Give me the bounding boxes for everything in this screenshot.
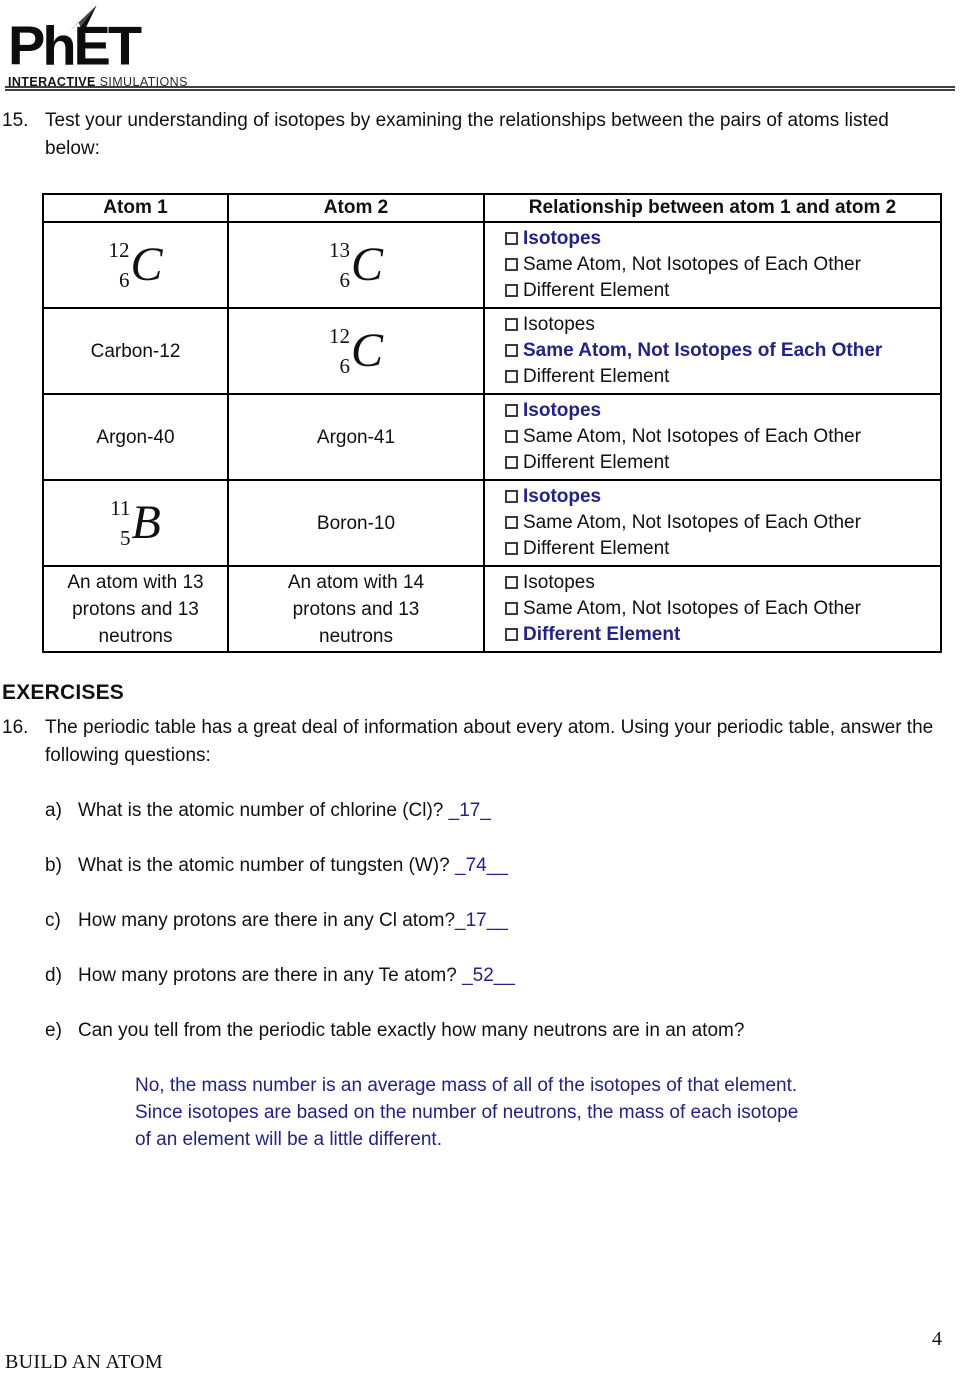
- note-line: of an element will be a little different.: [135, 1129, 442, 1150]
- element-symbol: C: [130, 238, 163, 292]
- checkbox-icon[interactable]: [505, 542, 518, 555]
- item-answer: _17__: [455, 910, 508, 931]
- question-15-text: Test your understanding of isotopes by examining the relationships between the pairs of atoms listed below:: [45, 110, 889, 159]
- atom2-cell: [228, 394, 484, 480]
- nuclide-notation: [328, 323, 383, 378]
- mass-number: 13: [328, 237, 350, 262]
- header-relationship: Relationship between atom 1 and atom 2: [484, 194, 941, 222]
- isotope-table: [42, 193, 942, 653]
- relationship-cell: [484, 566, 941, 652]
- item-letter: b): [45, 855, 62, 876]
- option-different-element[interactable]: Different Element: [505, 536, 936, 562]
- atom-label: An atom with 13 protons and 13 neutrons: [67, 571, 204, 647]
- mass-number: 12: [328, 323, 350, 348]
- option-isotopes[interactable]: Isotopes: [505, 570, 936, 596]
- nuclide-notation: [110, 495, 161, 550]
- option-isotopes[interactable]: Isotopes: [505, 226, 936, 252]
- nuclide-notation: [108, 237, 163, 292]
- exercise-item-a: [45, 797, 960, 825]
- exercises-heading: EXERCISES: [2, 681, 125, 704]
- table-row: [43, 480, 941, 566]
- item-question: What is the atomic number of tungsten (W)? _74__: [78, 855, 508, 876]
- checkbox-icon[interactable]: [505, 232, 518, 245]
- atom1-cell: [43, 480, 228, 566]
- atom-label: Argon-41: [316, 426, 396, 448]
- atomic-number: 6: [118, 267, 130, 292]
- option-different-element[interactable]: Different Element: [505, 622, 936, 648]
- question-16-number: 16.: [2, 717, 29, 738]
- relationship-cell: [484, 480, 941, 566]
- checkbox-icon[interactable]: [505, 258, 518, 271]
- option-isotopes[interactable]: Isotopes: [505, 398, 936, 424]
- question-16: [2, 714, 960, 770]
- item-answer: _17_: [448, 800, 491, 821]
- answer-note: [135, 1072, 960, 1153]
- item-answer: _74__: [455, 855, 508, 876]
- item-letter: d): [45, 965, 62, 986]
- checkbox-icon[interactable]: [505, 344, 518, 357]
- phet-brand-text: PhET: [8, 14, 140, 77]
- option-same-atom[interactable]: Same Atom, Not Isotopes of Each Other: [505, 510, 936, 536]
- checkbox-icon[interactable]: [505, 628, 518, 641]
- checkbox-icon[interactable]: [505, 602, 518, 615]
- table-row: [43, 222, 941, 308]
- table-row: [43, 394, 941, 480]
- question-15-number: 15.: [2, 110, 29, 131]
- tagline-interactive: INTERACTIVE: [8, 75, 96, 89]
- atomic-number: 6: [339, 353, 350, 378]
- header-atom1: Atom 1: [43, 194, 228, 222]
- relationship-cell: [484, 394, 941, 480]
- option-same-atom[interactable]: Same Atom, Not Isotopes of Each Other: [505, 596, 936, 622]
- atomic-number: 5: [119, 525, 131, 550]
- atom-label: Argon-40: [96, 426, 175, 448]
- relationship-cell: [484, 308, 941, 394]
- note-line: Since isotopes are based on the number of neutrons, the mass of each isotope: [135, 1102, 799, 1123]
- item-letter: c): [45, 910, 61, 931]
- header-atom2: Atom 2: [228, 194, 484, 222]
- atom1-cell: [43, 394, 228, 480]
- table-header-row: [43, 194, 941, 222]
- exercise-item-b: [45, 852, 960, 880]
- item-letter: e): [45, 1020, 62, 1041]
- note-line: No, the mass number is an average mass of all of the isotopes of that element.: [135, 1075, 798, 1096]
- exercise-item-c: [45, 907, 960, 935]
- option-same-atom[interactable]: Same Atom, Not Isotopes of Each Other: [505, 424, 936, 450]
- atom2-cell: [228, 566, 484, 652]
- document-footer-title: BUILD AN ATOM: [5, 1351, 163, 1373]
- checkbox-icon[interactable]: [505, 404, 518, 417]
- atom-label: Boron-10: [316, 512, 396, 534]
- nuclide-notation: [328, 237, 383, 292]
- element-symbol: B: [131, 496, 161, 550]
- option-different-element[interactable]: Different Element: [505, 450, 936, 476]
- phet-logo: [8, 6, 208, 89]
- relationship-cell: [484, 222, 941, 308]
- item-question: Can you tell from the periodic table exactly how many neutrons are in an atom?: [78, 1020, 745, 1041]
- table-row: [43, 566, 941, 652]
- question-15: [2, 107, 960, 163]
- item-letter: a): [45, 800, 62, 821]
- mass-number: 12: [108, 237, 130, 262]
- element-symbol: C: [350, 238, 383, 292]
- atom-label: An atom with 14 protons and 13 neutrons: [287, 571, 425, 647]
- checkbox-icon[interactable]: [505, 516, 518, 529]
- checkbox-icon[interactable]: [505, 576, 518, 589]
- table-row: [43, 308, 941, 394]
- question-16-text: The periodic table has a great deal of information about every atom. Using your periodic table, answer the following questions:: [45, 717, 934, 766]
- checkbox-icon[interactable]: [505, 318, 518, 331]
- atom2-cell: [228, 308, 484, 394]
- checkbox-icon[interactable]: [505, 370, 518, 383]
- atom1-cell: [43, 308, 228, 394]
- option-isotopes[interactable]: Isotopes: [505, 312, 936, 338]
- mass-number: 11: [110, 495, 131, 520]
- atom1-cell: [43, 222, 228, 308]
- option-same-atom[interactable]: Same Atom, Not Isotopes of Each Other: [505, 338, 936, 364]
- item-question: How many protons are there in any Te atom? _52__: [78, 965, 515, 986]
- exercise-item-d: [45, 962, 960, 990]
- atom1-cell: [43, 566, 228, 652]
- atom2-cell: [228, 222, 484, 308]
- atom2-cell: [228, 480, 484, 566]
- option-same-atom[interactable]: Same Atom, Not Isotopes of Each Other: [505, 252, 936, 278]
- checkbox-icon[interactable]: [505, 490, 518, 503]
- option-different-element[interactable]: Different Element: [505, 278, 936, 304]
- page-number: 4: [932, 1328, 942, 1350]
- option-isotopes[interactable]: Isotopes: [505, 484, 936, 510]
- atom-label: Carbon-12: [90, 340, 181, 362]
- phet-tagline: [8, 75, 208, 89]
- checkbox-icon[interactable]: [505, 284, 518, 297]
- option-different-element[interactable]: Different Element: [505, 364, 936, 390]
- element-symbol: C: [350, 324, 383, 378]
- atomic-number: 6: [339, 267, 350, 292]
- tagline-simulations: SIMULATIONS: [95, 75, 188, 89]
- checkbox-icon[interactable]: [505, 456, 518, 469]
- checkbox-icon[interactable]: [505, 430, 518, 443]
- item-question: What is the atomic number of chlorine (Cl)? _17_: [78, 800, 491, 821]
- exercise-item-e: [45, 1017, 960, 1045]
- item-question: How many protons are there in any Cl atom?_17__: [78, 910, 508, 931]
- item-answer: _52__: [462, 965, 515, 986]
